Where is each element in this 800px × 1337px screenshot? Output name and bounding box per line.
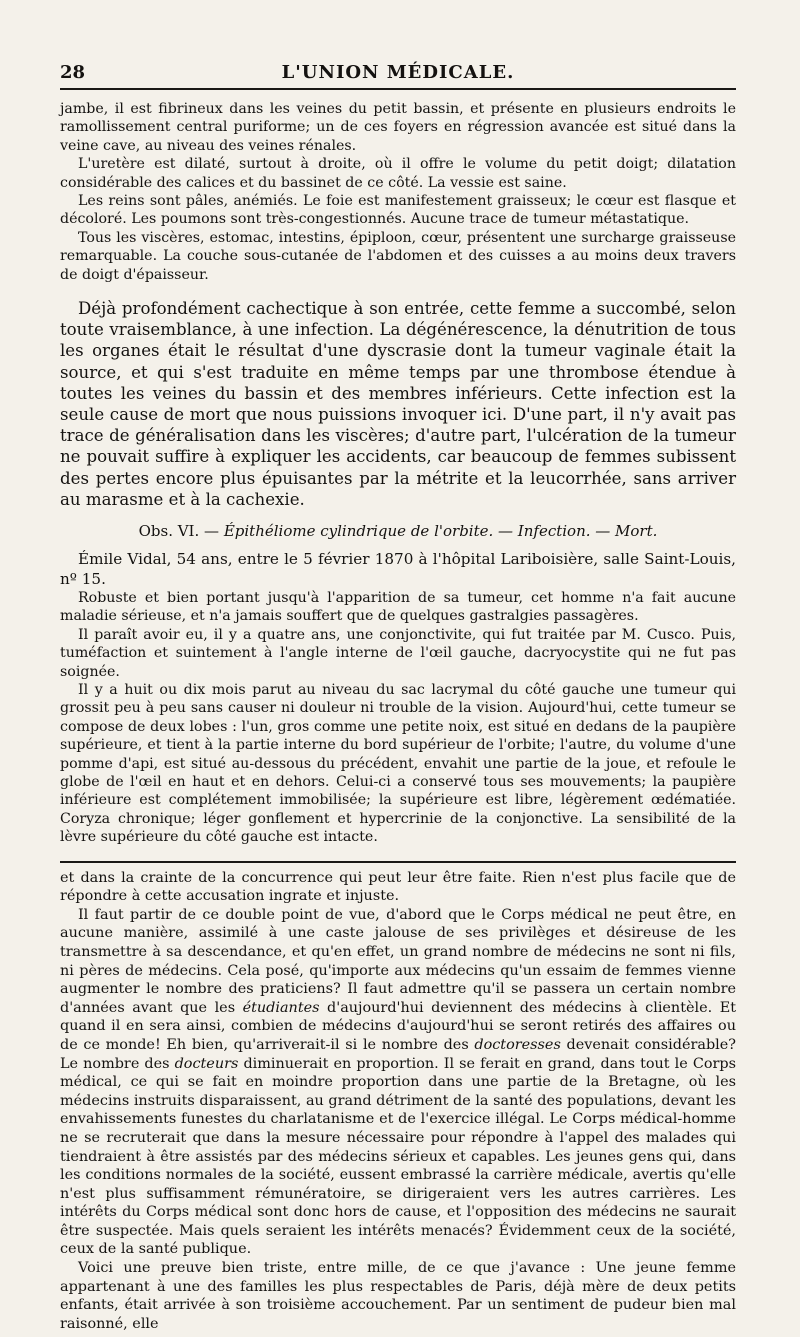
observation-paragraph: Il y a huit ou dix mois parut au niveau du sac lacrymal du côté gauche une tumeur qui grossit peu à peu sans causer ni douleur ni trouble de la vision. Aujourd'hui, cette tumeur se compose de deux lobes : l'un, gros comme une petite noix, est situé en dedans de la paupière supérieure, et tient à la partie interne du bord supérieur de l'orbite; l'autre, du volume d'une pomme d'api, est situé au-dessous du précédent, envahit une partie de la joue, et refoule le globe de l'œil en haut et en dehors. Celui-ci a conservé tous ses mouvements; la paupière inférieure est complétement immobilisée; la supérieure est libre, légèrement œdématiée. Coryza chronique; léger gonflement et hypercrinie de la conjonctive. La sensibilité de la lèvre supérieure du côté gauche est intacte. xyxy=(60,681,736,846)
feuilleton-section xyxy=(60,869,736,1334)
feuilleton-paragraph: et dans la crainte de la concurrence qui peut leur être faite. Rien n'est plus facile que de répondre à cette accusation ingrate et injuste. xyxy=(60,869,736,905)
page-header xyxy=(60,0,736,88)
feuilleton-text: Il faut partir de ce double point de vue, d'abord que le Corps médical ne peut être, en aucune manière, assimilé à une caste jalouse de ses privilèges et désireuse de les transmettre à sa descendance, et qu'en effet, un grand nombre de médecins ne sont ni fils, ni pères de médecins. Cela posé, qu'importe aux médecins qu'un essaim de femmes vienne augmenter le nombre des praticiens? Il faut admettre qu'il se passera un certain nombre d'années avant que les xyxy=(60,906,736,1016)
observation-paragraph: Il paraît avoir eu, il y a quatre ans, une conjonctivite, qui fut traitée par M. Cusco. Puis, tuméfaction et suintement à l'angle interne de l'œil gauche, dacryocystite qui ne fut pas soignée. xyxy=(60,626,736,680)
autopsy-paragraph: jambe, il est fibrineux dans les veines du petit bassin, et présente en plusieurs endroits le ramollissement central puriforme; un de ces foyers en régression avancée est situé dans la veine cave, au niveau des veines rénales. xyxy=(60,101,736,154)
autopsy-section xyxy=(60,90,736,284)
feuilleton-text: diminuerait en proportion. Il se ferait en grand, dans tout le Corps médical, ce qui se fait en moindre proportion dans une partie de la Bretagne, où les médecins instruits disparaissent, au grand détriment de la santé des populations, devant les envahissements funestes du charlatanisme et de l'exercice illégal. Le Corps médical-homme ne se recruterait que dans la mesure nécessaire pour répondre à l'appel des malades qui tiendraient à être assistés par des médecins sérieux et capables. Les jeunes gens qui, dans les conditions normales de la société, eussent embrassé la carrière médicale, avertis qu'elle n'est plus suffisamment rémunératoire, se dirigeraient vers les autres carrières. Les intérêts du Corps médical sont donc hors de cause, et l'opposition des médecins ne saurait être suspectée. Mais quels seraient les intérêts menacés? Évidemment ceux de la société, ceux de la santé publique. xyxy=(60,1055,736,1258)
feuilleton-text: devenait considérable? Le nombre des xyxy=(60,1036,736,1072)
observation-heading xyxy=(60,522,736,540)
feuilleton-divider xyxy=(60,861,736,863)
patient-line: Émile Vidal, 54 ans, entre le 5 février 1870 à l'hôpital Lariboisière, salle Saint-Louis, nº 15. xyxy=(60,550,736,588)
discussion-paragraph: Déjà profondément cachectique à son entrée, cette femme a succombé, selon toute vraisemblance, à une infection. La dégénérescence, la dénutrition de tous les organes était le résultat d'une dyscrasie dont la tumeur vaginale était la source, et qui s'est traduite en même temps par une thrombose étendue à toutes les veines du bassin et des membres inférieurs. Cette infection est la seule cause de mort que nous puissions invoquer ici. D'une part, il n'y avait pas trace de généralisation dans les viscères; d'autre part, l'ulcération de la tumeur ne pouvait suffire à expliquer les accidents, car beaucoup de femmes subissent des pertes encore plus épuisantes par la métrite et la leucorrhée, sans arriver au marasme et à la cachexie. xyxy=(60,299,736,509)
observation-body xyxy=(60,589,736,847)
feuilleton-text: d'aujourd'hui deviennent des médecins à clientèle. Et quand il en sera ainsi, combien de médecins d'aujourd'hui se seront retirés des affaires ou de ce monde! Eh bien, qu'arriverait-il si le nombre des xyxy=(60,999,736,1053)
autopsy-paragraph: Les reins sont pâles, anémiés. Le foie est manifestement graisseux; le cœur est flasque et décoloré. Les poumons sont très-congestionnés. Aucune trace de tumeur métastatique. xyxy=(60,193,736,228)
page-number: 28 xyxy=(60,62,86,83)
running-title: L'UNION MÉDICALE. xyxy=(281,62,515,83)
feuilleton-italic: docteurs xyxy=(174,1055,239,1072)
observation-label: Obs. VI. — xyxy=(138,522,220,541)
observation-title: Épithéliome cylindrique de l'orbite. — Infection. — Mort. xyxy=(223,522,658,541)
feuilleton-paragraph xyxy=(60,906,736,1259)
feuilleton-paragraph: Voici une preuve bien triste, entre mille, de ce que j'avance : Une jeune femme appartenant à une des familles les plus respectables de Paris, déjà mère de deux petits enfants, était arrivée à son troisième accouchement. Par un sentiment de pudeur bien mal raisonné, elle xyxy=(60,1260,736,1332)
journal-page xyxy=(60,0,736,1337)
autopsy-paragraph: Tous les viscères, estomac, intestins, épiploon, cœur, présentent une surcharge graisseuse remarquable. La couche sous-cutanée de l'abdomen et des cuisses a au moins deux travers de doigt d'épaisseur. xyxy=(60,229,736,283)
feuilleton-italic: doctoresses xyxy=(474,1036,561,1053)
feuilleton-italic: étudiantes xyxy=(242,999,320,1016)
autopsy-paragraph: L'uretère est dilaté, surtout à droite, où il offre le volume du petit doigt; dilatation considérable des calices et du bassinet de ce côté. La vessie est saine. xyxy=(60,156,736,191)
observation-paragraph: Robuste et bien portant jusqu'à l'apparition de sa tumeur, cet homme n'a fait aucune maladie sérieuse, et n'a jamais souffert que de quelques gastralgies passagères. xyxy=(60,589,736,625)
